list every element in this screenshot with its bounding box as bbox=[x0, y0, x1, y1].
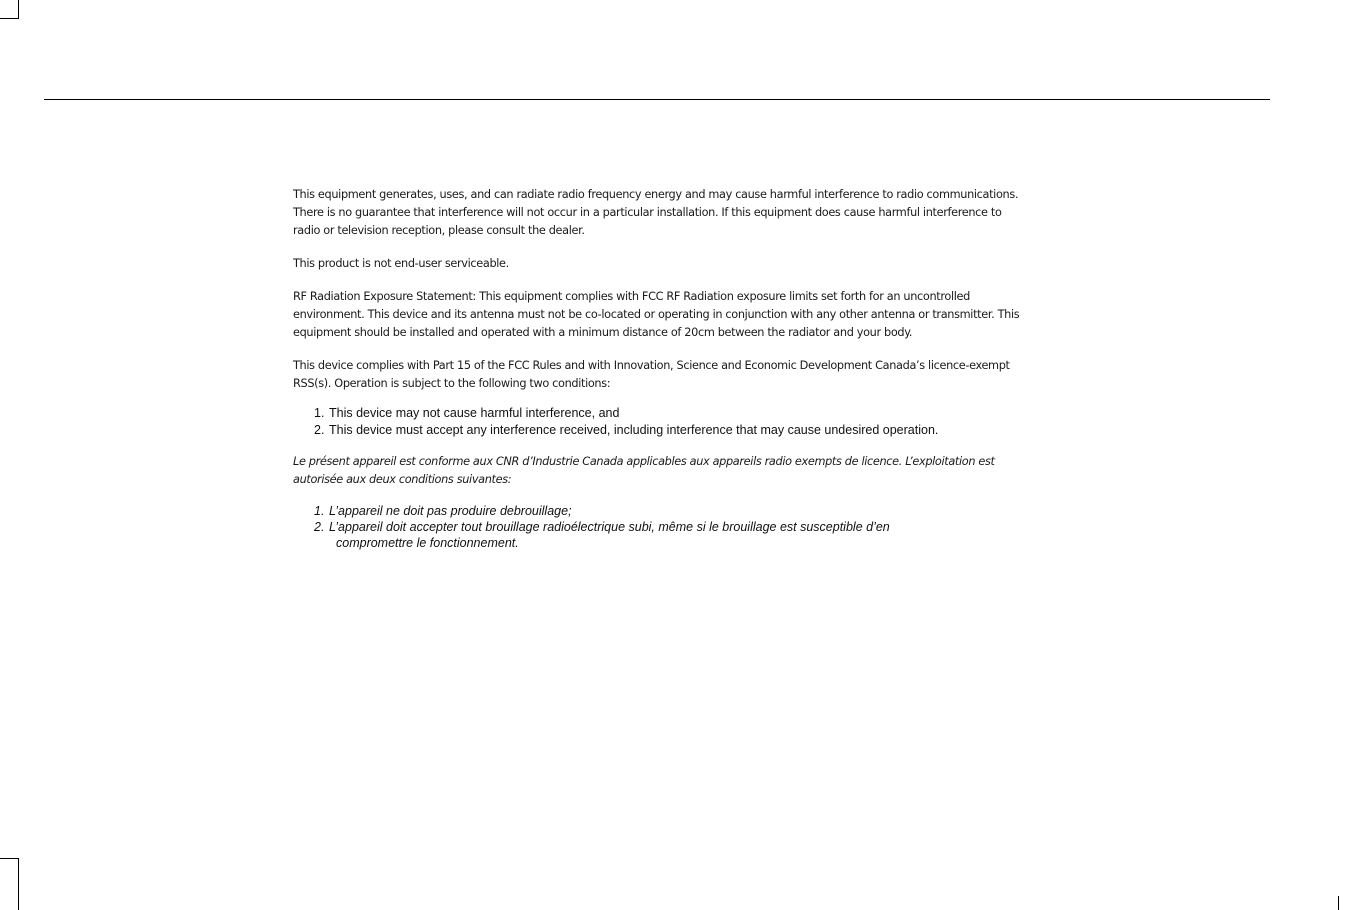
crop-mark-bottom-right-vertical bbox=[1338, 896, 1339, 910]
interference-paragraph: This equipment generates, uses, and can radiate radio frequency energy and may cause harmful interference to radio communications. There is no guarantee that interference will not occur in a particular installation. If this equipment does cause harmful interference to radio or television reception, please consult the dealer. bbox=[293, 188, 1019, 237]
crop-mark-top-left-vertical bbox=[18, 0, 19, 18]
regulatory-notice bbox=[293, 186, 1023, 551]
fcc-compliance-paragraph: This device complies with Part 15 of the FCC Rules and with Innovation, Science and Economic Development Canada’s licence-exempt RSS(s). Operation is subject to the following two conditions: bbox=[293, 359, 1010, 390]
crop-mark-bottom-left-vertical bbox=[18, 858, 19, 910]
conditions-list-en bbox=[293, 405, 1023, 438]
list-item: 2. This device must accept any interference received, including interference that may cause undesired operation. bbox=[314, 422, 939, 437]
french-compliance-paragraph: Le présent appareil est conforme aux CNR d’Industrie Canada applicables aux appareils radio exempts de licence. L’exploitation est autorisée aux deux conditions suivantes: bbox=[293, 455, 995, 486]
list-item: 1. This device may not cause harmful interference, and bbox=[314, 406, 620, 420]
rf-exposure-paragraph: RF Radiation Exposure Statement: This equipment complies with FCC RF Radiation exposure limits set forth for an uncontrolled environment. This device and its antenna must not be co-located or operating in conjunction with any other antenna or transmitter. This equipment should be installed and operated with a minimum distance of 20cm between the radiator and your body. bbox=[293, 290, 1020, 339]
crop-mark-bottom-left-horizontal bbox=[0, 858, 19, 859]
header-rule bbox=[44, 99, 1270, 100]
crop-mark-top-left-horizontal bbox=[0, 18, 19, 19]
conditions-list-fr bbox=[293, 503, 1023, 551]
list-item: 2. L’appareil doit accepter tout brouillage radioélectrique subi, même si le brouillage est susceptible d’en compromettre le fonctionnement. bbox=[314, 520, 890, 550]
serviceability-paragraph: This product is not end-user serviceable. bbox=[293, 257, 509, 270]
list-item: 1. L’appareil ne doit pas produire debrouillage; bbox=[314, 504, 572, 518]
